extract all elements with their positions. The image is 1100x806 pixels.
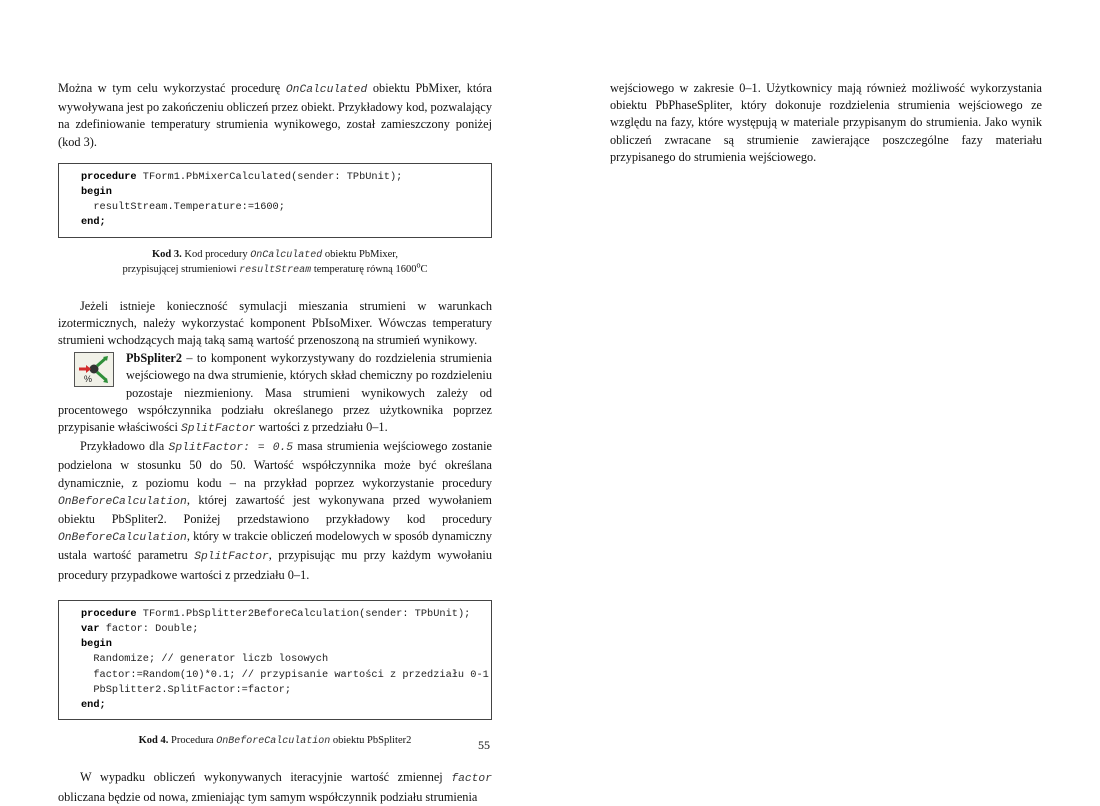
paragraph-pbspliter2: PbSpliter2 – to komponent wykorzystywany do rozdzielenia strumienia wejściowego na dwa strumienie, których skład chemiczny po rozdzieleniu pozostaje niezmieniony. Masa strumieni wynikowych zależy od procentowego współczynnika podziału określanego przez użytkownika poprzez przypisanie właściwości SplitFactor wartości z przedziału 0–1.: [58, 351, 492, 436]
caption-code-4: Kod 4. Procedura OnBeforeCalculation obiektu PbSpliter2: [138, 735, 412, 748]
paragraph-phasespliter: wejściowego w zakresie 0–1. Użytkownicy mają również możliwość wykorzystania obiektu PbPhaseSpliter, który dokonuje rozdzielenia strumienia wejściowego ze względu na fazy, które występują w materiale przypisanym do strumienia. Jako wynik obliczeń zwracane są strumienie zawierające poszczególne fazy materiału przypisanego do strumienia wejściowego.: [610, 81, 1042, 164]
paragraph-oncalculated: Można w tym celu wykorzystać procedurę OnCalculated obiektu PbMixer, która wywoływana jest po zakończeniu obliczeń przez obiekt. Przykładowy kod, pozwalający na zdefiniowanie temperatury strumienia wynikowego, został zamieszczony poniżej (kod 3).: [58, 81, 492, 149]
right-column: [610, 80, 1042, 166]
pbspliter2-component-icon: [74, 352, 114, 387]
split-arrows-icon: [77, 355, 111, 384]
svg-text:%: %: [84, 374, 93, 385]
code-listing-4: procedure TForm1.PbSplitter2BeforeCalculation(sender: TPbUnit); var factor: Double; begin Randomize; // generator liczb losowych factor:=Random(10)*0.1; // przypisanie wartości z przedziału 0-1 PbSplitter2.SplitFactor:=factor; end;: [58, 600, 492, 720]
paragraph-isomixer: Jeżeli istnieje konieczność symulacji mieszania strumieni w warunkach izotermicznych, należy wykorzystać komponent PbIsoMixer. Wówczas temperatury strumieni wchodzących mają taką samą wartość przenoszoną na strumień wynikowy.: [58, 298, 492, 348]
code-listing-3: procedure TForm1.PbMixerCalculated(sender: TPbUnit); begin resultStream.Temperature:=1600; end;: [58, 163, 492, 238]
paragraph-iterative: W wypadku obliczeń wykonywanych iteracyjnie wartość zmiennej factor obliczana będzie od nowa, zmieniając tym samym współczynnik podziału strumienia: [58, 770, 492, 804]
left-column: [58, 80, 492, 806]
inline-code: OnCalculated: [285, 84, 368, 96]
pbspliter-section: [58, 350, 492, 438]
caption-code-3: Kod 3. Kod procedury OnCalculated obiektu PbMixer, przypisującej strumieniowi resultStream temperaturę równą 1600$^o$C: [122, 248, 428, 276]
page-number: 55: [478, 738, 490, 752]
paragraph-splitfactor: Przykładowo dla SplitFactor: = 0.5 masa strumienia wejściowego zostanie podzielona w stosunku 50 do 50. Wartość współczynnika może być określana dynamicznie, z poziomu kodu – na przykład poprzez wykorzystanie procedury OnBeforeCalculation, której zawartość jest wykonywana przed wywołaniem obiektu PbSpliter2. Poniżej przedstawiono przykładowy kod procedury OnBeforeCalculation, który w trakcie obliczeń modelowych w sposób dynamiczny ustala wartość parametru SplitFactor, przypisując mu przy każdym wywołaniu procedury przypadkowe wartości z przedziału 0–1.: [58, 439, 492, 582]
